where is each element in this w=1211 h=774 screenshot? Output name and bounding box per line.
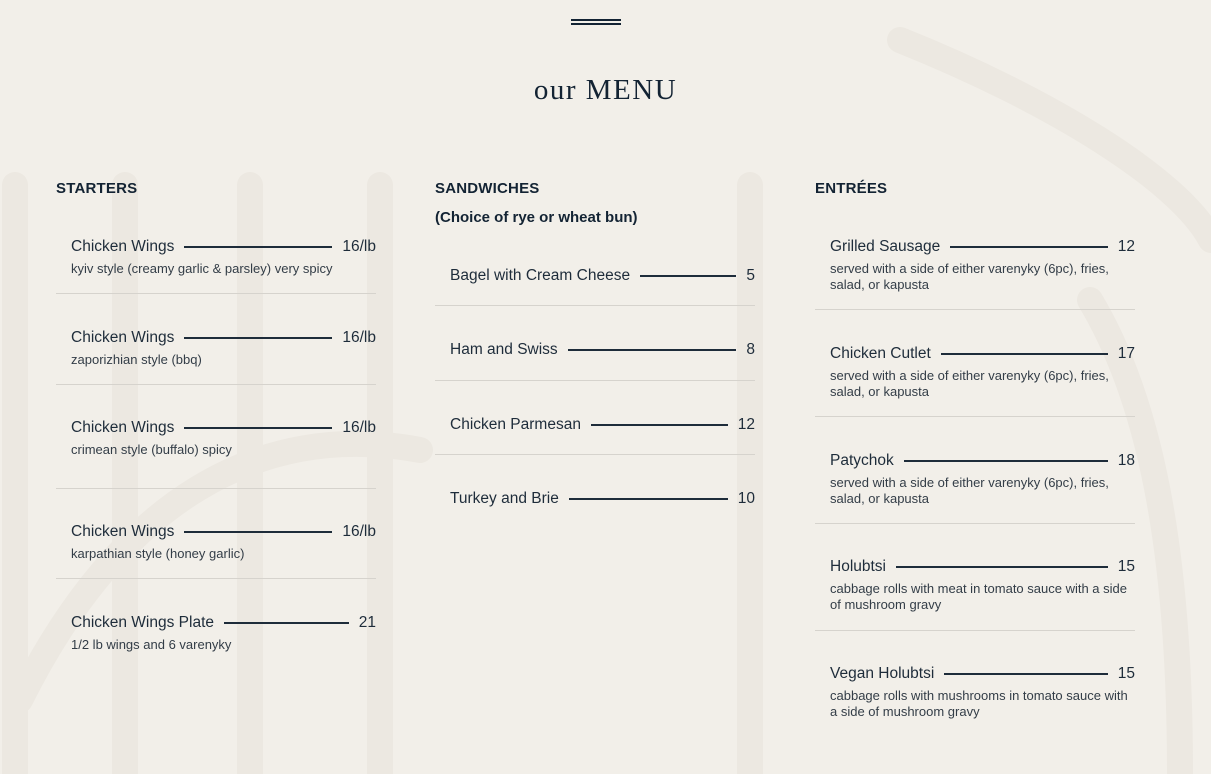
item-description: crimean style (buffalo) spicy	[71, 442, 232, 457]
item-description: 1/2 lb wings and 6 varenyky	[71, 637, 232, 652]
item-name: Chicken Wings	[71, 238, 175, 255]
leader-line	[904, 460, 1108, 462]
menu-item	[435, 489, 755, 529]
item-price: 5	[746, 267, 755, 284]
sandwiches-subheading: (Choice of rye or wheat bun)	[435, 209, 638, 226]
item-description: served with a side of either varenyky (6pc), fries, salad, or kapusta	[830, 368, 1109, 399]
item-name: Chicken Parmesan	[450, 416, 581, 433]
item-name: Ham and Swiss	[450, 341, 558, 358]
item-price: 17	[1117, 345, 1135, 362]
item-price: 10	[737, 490, 755, 507]
menu-item	[56, 522, 376, 579]
item-name: Turkey and Brie	[450, 490, 559, 507]
menu-item	[815, 664, 1135, 724]
item-name: Chicken Wings Plate	[71, 614, 215, 631]
menu-item	[815, 237, 1135, 310]
item-price: 12	[1117, 238, 1135, 255]
item-description: cabbage rolls with meat in tomato sauce with a side of mushroom gravy	[830, 581, 1127, 612]
page-title: our MENU	[533, 74, 678, 106]
leader-line	[941, 353, 1108, 355]
item-price: 16/lb	[342, 238, 376, 255]
leader-line	[591, 424, 728, 426]
item-name: Chicken Cutlet	[830, 345, 931, 362]
menu-item	[56, 328, 376, 385]
item-name: Grilled Sausage	[830, 238, 941, 255]
item-description: served with a side of either varenyky (6pc), fries, salad, or kapusta	[830, 475, 1109, 506]
item-description: karpathian style (honey garlic)	[71, 546, 245, 561]
item-description: cabbage rolls with mushrooms in tomato sauce with a side of mushroom gravy	[830, 688, 1128, 719]
leader-line	[569, 498, 728, 500]
menu-item	[56, 237, 376, 294]
item-name: Chicken Wings	[71, 523, 175, 540]
leader-line	[184, 337, 332, 339]
item-description: served with a side of either varenyky (6pc), fries, salad, or kapusta	[830, 261, 1109, 292]
leader-line	[184, 246, 332, 248]
item-price: 15	[1117, 665, 1135, 682]
menu-item	[435, 415, 755, 455]
menu-item	[56, 613, 376, 670]
leader-line	[224, 622, 349, 624]
menu-item	[56, 418, 376, 489]
menu-item	[815, 557, 1135, 631]
item-price: 21	[358, 614, 376, 631]
item-price: 18	[1117, 452, 1135, 469]
item-price: 15	[1117, 558, 1135, 575]
entrees-column	[815, 180, 1135, 719]
item-name: Chicken Wings	[71, 329, 175, 346]
item-name: Chicken Wings	[71, 419, 175, 436]
leader-line	[896, 566, 1108, 568]
leader-line	[184, 427, 332, 429]
starters-column	[56, 180, 376, 652]
leader-line	[184, 531, 332, 533]
sandwiches-heading: SANDWICHES	[435, 180, 540, 197]
item-name: Holubtsi	[830, 558, 886, 575]
menu-item	[435, 266, 755, 306]
item-name: Bagel with Cream Cheese	[450, 267, 631, 284]
item-name: Patychok	[830, 452, 894, 469]
item-name: Vegan Holubtsi	[830, 665, 935, 682]
starters-heading: STARTERS	[56, 180, 138, 197]
item-description: kyiv style (creamy garlic & parsley) very spicy	[71, 261, 333, 276]
menu-item	[815, 344, 1135, 417]
menu-item	[815, 451, 1135, 524]
leader-line	[950, 246, 1107, 248]
leader-line	[640, 275, 736, 277]
leader-line	[944, 673, 1107, 675]
entrees-heading: ENTRÉES	[815, 180, 888, 197]
leader-line	[568, 349, 737, 351]
item-price: 16/lb	[342, 419, 376, 436]
item-price: 12	[737, 416, 755, 433]
item-price: 16/lb	[342, 329, 376, 346]
item-description: zaporizhian style (bbq)	[71, 352, 202, 367]
sandwiches-column	[435, 180, 755, 507]
item-price: 8	[746, 341, 755, 358]
menu-item	[435, 340, 755, 381]
top-decorative-rule	[571, 19, 621, 25]
item-price: 16/lb	[342, 523, 376, 540]
